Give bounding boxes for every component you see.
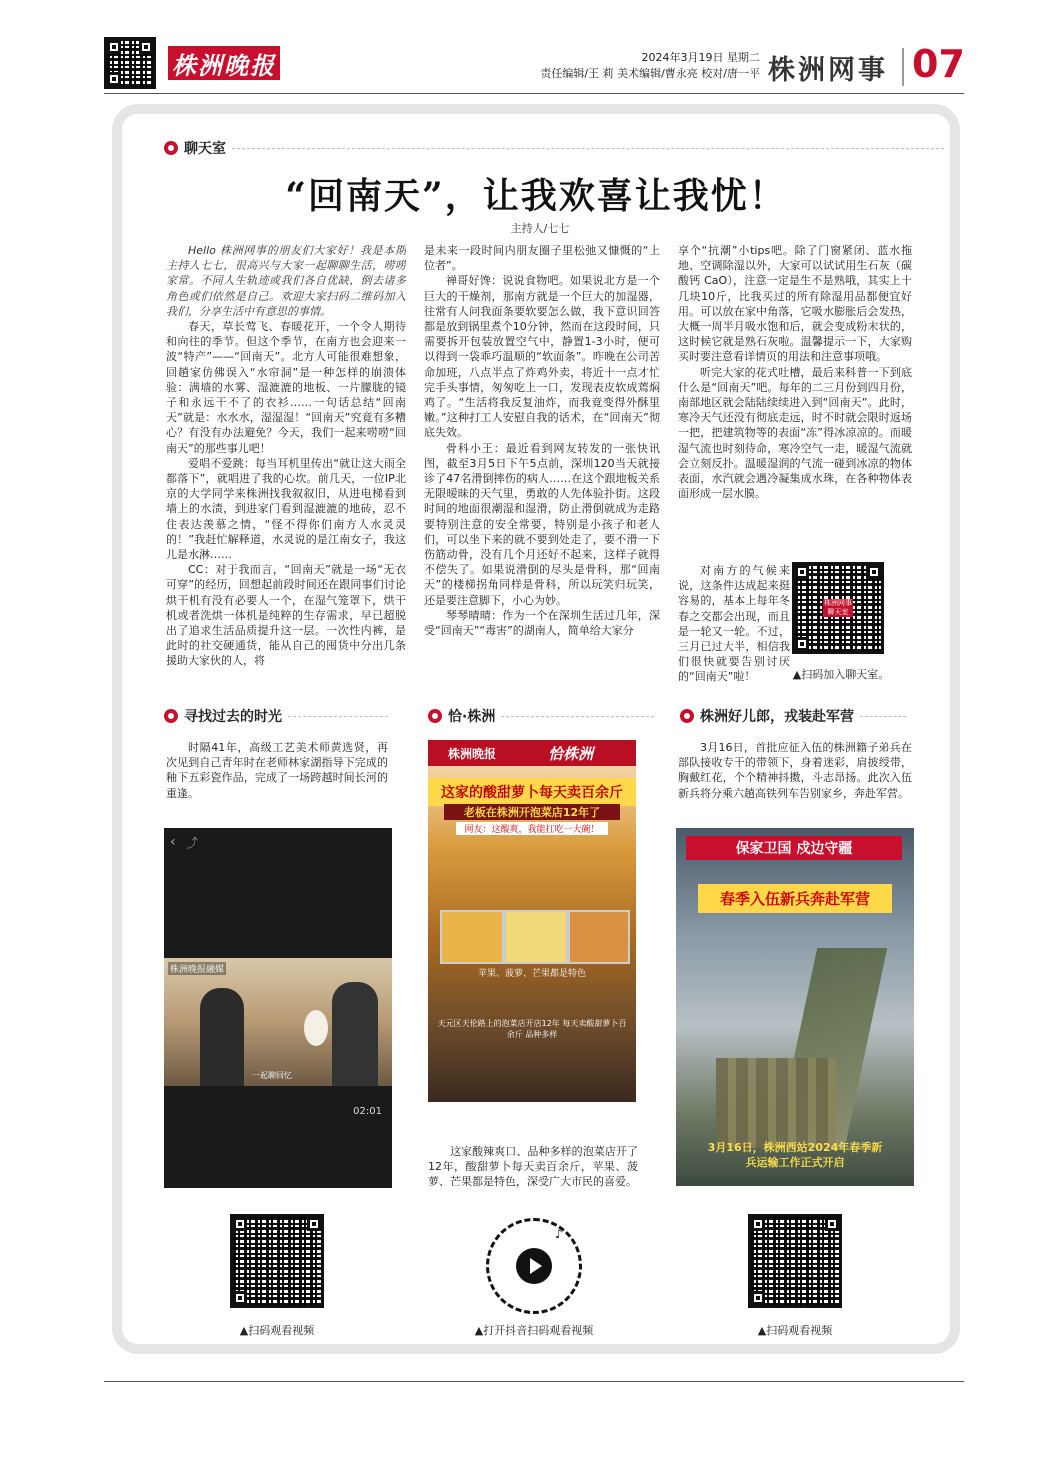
header-divider <box>902 48 904 86</box>
header-meta <box>470 50 760 82</box>
person-right <box>332 982 378 1086</box>
story2-brand-bar <box>428 740 636 766</box>
story1-paragraph: 时隔41年，高级工艺美术师黄选贤，再次见到自己青年时在老师林家湖指导下完成的釉下五彩瓷作品，完成了一场跨越时间长河的重逢。 <box>166 741 388 800</box>
story2-brand-right: 恰株洲 <box>548 745 594 763</box>
story2-brand-left: 株洲晚报 <box>448 747 497 761</box>
newspaper-logo: 株洲晚报 <box>168 46 280 80</box>
story3-video-frame[interactable] <box>676 828 914 1186</box>
play-icon[interactable] <box>516 1248 552 1284</box>
story1-tag <box>164 706 388 726</box>
story3-qr-code[interactable] <box>748 1214 842 1308</box>
story3-paragraph: 3月16日，首批应征入伍的株洲籍子弟兵在部队接收专干的带领下，身着迷彩，肩披绶带，胸戴红花，个个精神抖擞，斗志昂扬。此次入伍新兵将分乘六趟高铁列车告别家乡，奔赴军营。 <box>678 741 912 800</box>
person-left <box>200 988 244 1086</box>
story3-slogan: 保家卫国 戍边守疆 <box>686 836 902 860</box>
story2-overlay-1: 苹果、菠萝、芒果都是特色 <box>477 969 586 979</box>
story3-text <box>678 740 912 820</box>
story1-video-frame[interactable] <box>164 828 392 1188</box>
bullet-icon <box>428 709 442 723</box>
chat-byline: 主持人/七七 <box>510 222 570 235</box>
video-timestamp: 02:01 <box>353 1106 382 1117</box>
chat-column-3 <box>678 243 912 563</box>
story2-image-title: 这家的酸甜萝卜每天卖百余斤 <box>428 778 636 806</box>
story3-image-title: 春季入伍新兵奔赴军营 <box>698 884 892 913</box>
chat-column-2 <box>424 243 660 683</box>
bullet-icon <box>164 709 178 723</box>
story2-tag-label: 恰·株洲 <box>448 709 496 725</box>
story2-image-subtitle: 老板在株洲开泡菜店12年了 <box>444 804 620 820</box>
chat-paragraph: 爱唱不爱跳：每当耳机里传出“就让这大雨全都落下”，就唱进了我的心坎。前几天，一位IP北京的大学同学来株洲找我叙叙旧，从进电梯看到墙上的水渍，到进家门看到湿漉漉的地砖，忍不住表达羡慕之情，“怪不得你们南方人水灵灵的！”我赶忙解释道，水灵说的是江南女子，我这儿是水淋…… <box>166 456 406 562</box>
back-icon[interactable]: ‹ <box>170 834 176 850</box>
story2-tag <box>428 706 654 726</box>
chat-section-tag <box>164 138 944 158</box>
story2-overlay-2: 天元区天伦路上的泡菜店开店12年 每天卖酸甜萝卜百余斤 品种多样 <box>437 1019 627 1039</box>
tag-divider <box>860 715 906 717</box>
story3-tag <box>680 706 906 726</box>
chat-paragraph: 骨科小王：最近看到网友转发的一张快讯图，截至3月5日下午5点前，深圳120当天就接诊了47名滑倒摔伤的病人……在这个跟地板关系无限暧昧的天气里，勇敢的人先体验扑街。这段时间的地面很潮湿和湿滑，防止滑倒就成为走路要特别注意的安全常要，特别是小孩子和老人们，可以坐下来的就不要到处走了，要不滑一下伤筋动骨，没有几个月还好不起来，这样子就得不偿失了。如果说滑倒的尽头是骨科，那“回南天”的楼梯拐角同样是骨科，所以玩笑归玩笑，还是要注意脚下，小心为妙。 <box>424 441 660 607</box>
story2-qr-caption: ▲打开抖音扫码观看视频 <box>474 1324 594 1337</box>
story2-video-frame[interactable] <box>428 740 636 1102</box>
chat-column-1 <box>166 243 406 683</box>
chat-paragraph: 琴琴晴晴：作为一个在深圳生活过几年，深受“回南天”“毒害”的湖南人，简单给大家分 <box>424 608 660 638</box>
chat-paragraph: 对南方的气候来说，这条件达成起来挺容易的，基本上每年冬春之交都会出现，而且是一轮又一轮。不过，三月已过大半，相信我们很快就要告别讨厌的“回南天”啦！ <box>678 564 790 683</box>
story1-qr-code[interactable] <box>230 1214 324 1308</box>
chat-qr-code[interactable] <box>792 562 884 654</box>
chat-paragraph: 享个“抗潮”小tips吧。除了门窗紧闭、蓝水拖地、空调除湿以外，大家可以试试用生石灰（碳酸钙 CaO），注意一定是生不是熟哦，其实上十几块10斤，比我买过的所有除湿用品都便宜好用。可以放在家中角落，它吸水膨胀后会发热，大概一周半月吸水饱和后，就会变成粉末状的，这时候它就是熟石灰啦。温馨提示一下，大家购买时要注意看详情页的用法和注意事项哦。 <box>678 244 912 364</box>
chat-intro: Hello 株洲网事的朋友们大家好！我是本期主持人七七，很高兴与大家一起聊聊生活，唠唠家常。不同人生轨迹或我们各自优缺，倒去诸多角色或们依然是自己。欢迎大家扫码二维码加入我们，分享生活中有意思的事情。 <box>166 244 406 318</box>
bullet-icon <box>680 709 694 723</box>
story1-text <box>166 740 388 820</box>
story1-qr-caption: ▲扫码观看视频 <box>239 1324 315 1337</box>
story2-paragraph: 这家酸辣爽口、品种多样的泡菜店开了12年，酸甜萝卜每天卖百余斤，苹果、菠萝、芒果都是特色，深受广大市民的喜爱。 <box>428 1145 638 1189</box>
header-qr-code[interactable] <box>104 37 156 89</box>
story3-image-bottom: 3月16日，株洲西站2024年春季新兵运输工作正式开启 <box>707 1141 883 1169</box>
story2-douyin-code[interactable] <box>486 1218 582 1314</box>
header-rule <box>104 93 964 94</box>
tag-divider <box>232 147 944 149</box>
section-title: 株洲网事 <box>768 55 888 86</box>
story1-tag-label: 寻找过去的时光 <box>184 709 282 725</box>
chat-column-3-tail <box>678 563 790 683</box>
story3-tag-label: 株洲好儿郎，戎装赴军营 <box>700 709 854 725</box>
tag-divider <box>501 715 654 717</box>
chat-paragraph: 是未来一段时间内朋友圈子里松弛又慷慨的“上位者”。 <box>424 244 660 273</box>
tiktok-icon: ♪ <box>555 1227 563 1241</box>
video-subtitle: 一起聊回忆 <box>252 1071 292 1080</box>
video-logo: 株洲晚报融媒 <box>168 962 226 975</box>
chat-paragraph: 禅哥好馋：说说食物吧。如果说北方是一个巨大的干燥剂，那南方就是一个巨大的加湿器，往常有人问我面条要软要怎么做，我下意识回答都是放到锅里煮个10分钟，然而在这段时间，只需要拆开包装放置空气中，静置1-3小时，便可以得到一袋乖巧温顺的“软面条”。昨晚在公司苦命加班，八点半点了炸鸡外卖，将近十一点才忙完手头事情，匆匆吃上一口，发现表皮软成蔫焖鸡了。“生活将我反复油炸，而我竟变得外酥里嫩。”这种打工人安慰自我的话术，在“回南天”彻底失效。 <box>424 274 660 440</box>
kimchi-tray-3 <box>568 910 630 964</box>
bullet-icon <box>164 141 178 155</box>
tag-divider <box>288 715 388 717</box>
chat-qr-caption: ▲扫码加入聊天室。 <box>792 668 890 681</box>
story1-video-still <box>164 958 392 1086</box>
footer-rule <box>104 1381 964 1382</box>
chat-paragraph: 听完大家的花式吐槽，最后来科普一下到底什么是“回南天”吧。每年的二三月份到四月份，南部地区就会陆陆续续进入到“回南天”。此时，寒冷天气还没有彻底走远，时不时就会限时返场一把，把建筑物等的表面“冻”得冰凉凉的。而暖湿气流也时刻待命，寒冷空气一走，暖湿气流就会立刻反扑。温暖湿润的气流一碰到冰凉的物体表面，水汽就会遇冷凝集成水珠，在各种物体表面形成一层水膜。 <box>678 365 912 501</box>
kimchi-tray-2 <box>504 910 568 964</box>
issue-date: 2024年3月19日 星期二 <box>641 51 760 64</box>
editor-credits: 责任编辑/王 莉 美术编辑/曹永亮 校对/唐一平 <box>540 67 760 80</box>
qr-center-badge: 株洲网事聊天室 <box>824 599 852 616</box>
chat-tag-label: 聊天室 <box>184 141 226 157</box>
story2-caption <box>428 1144 638 1214</box>
soldiers-group <box>716 1058 836 1148</box>
chat-paragraph: 春天，草长莺飞、春暖花开，一个令人期待和向往的季节。但这个季节，在南方也会迎来一波“特产”——“回南天”。北方人可能很难想象，回趟家仿佛误入“水帘洞”是一种怎样的崩溃体验：满墙的水雾、湿漉漉的地板、一片朦胧的镜子和永远干不了的衣衫……一句话总结“回南天”就是：水水水，湿湿湿！“回南天”究竟有多糟心？有没有办法避免？今天，我们一起来唠唠“回南天”的那些事儿吧！ <box>166 320 406 455</box>
story2-image-comment: 网友：这酸爽，我能扛吃一大碗！ <box>456 822 608 835</box>
story3-qr-caption: ▲扫码观看视频 <box>757 1324 833 1337</box>
chat-headline: “回南天”，让我欢喜让我忧！ <box>285 175 787 217</box>
chat-paragraph: CC：对于我而言，“回南天”就是一场“无衣可穿”的经历，回想起前段时间还在跟同事们讨论烘干机有没有必要人一个，在湿气笼罩下，烘干机或者洗烘一体机是纯粹的生存需求，早已超脱出了追求生活品质提升这一层。一次性内裤，是此时的社交硬通货，能从自己的囤货中分出几条援助大家伙的人，将 <box>166 563 406 668</box>
porcelain-vase <box>304 1010 328 1046</box>
page-number: 07 <box>912 42 965 86</box>
kimchi-tray-1 <box>440 910 504 964</box>
share-icon[interactable]: ⤴ <box>186 836 199 850</box>
